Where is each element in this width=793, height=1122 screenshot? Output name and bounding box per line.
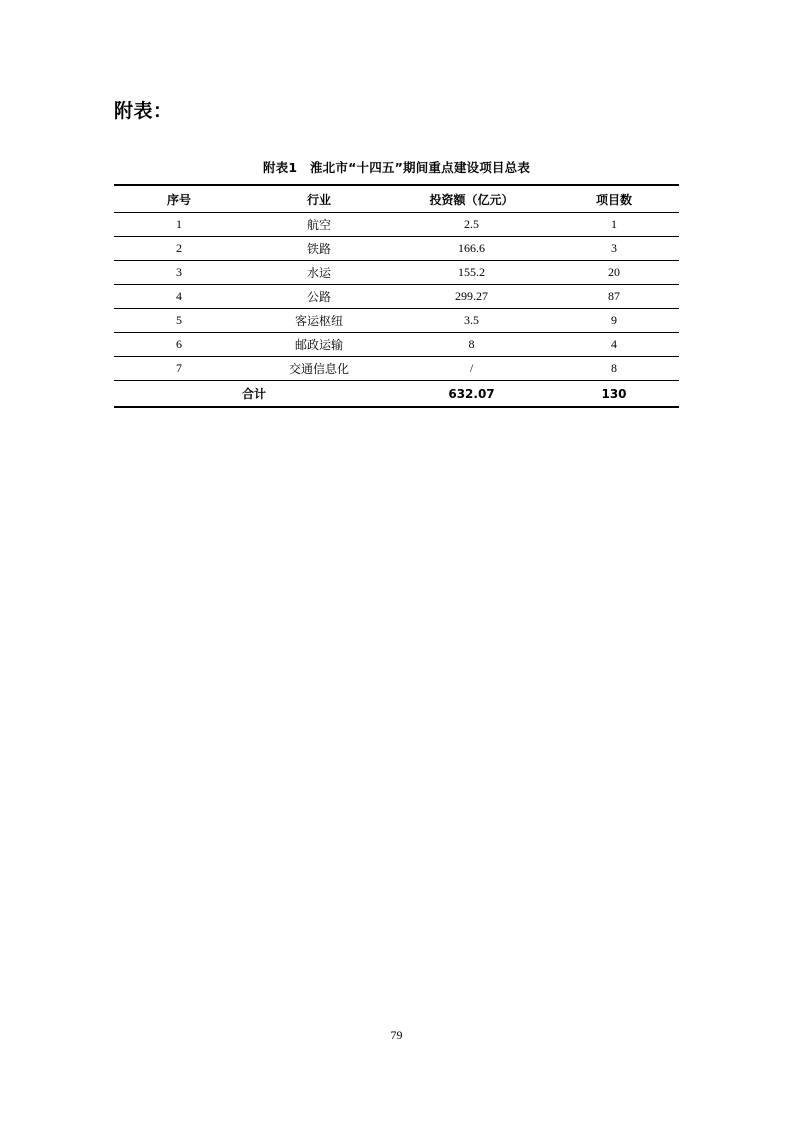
cell-industry: 水运 (244, 261, 394, 285)
cell-total-investment: 632.07 (394, 381, 549, 408)
cell-investment: 155.2 (394, 261, 549, 285)
cell-no: 6 (114, 333, 244, 357)
table-total-row (114, 381, 679, 408)
page-number: 79 (390, 1028, 403, 1042)
table-row (114, 285, 679, 309)
cell-industry: 航空 (244, 213, 394, 237)
cell-industry: 公路 (244, 285, 394, 309)
table-row (114, 237, 679, 261)
cell-total-label: 合计 (114, 381, 394, 408)
table-row (114, 261, 679, 285)
key-projects-table (114, 184, 679, 408)
cell-industry: 客运枢纽 (244, 309, 394, 333)
cell-no: 7 (114, 357, 244, 381)
cell-no: 4 (114, 285, 244, 309)
cell-no: 1 (114, 213, 244, 237)
cell-investment: 8 (394, 333, 549, 357)
cell-investment: / (394, 357, 549, 381)
cell-total-projects: 130 (549, 381, 679, 408)
cell-projects: 9 (549, 309, 679, 333)
cell-projects: 87 (549, 285, 679, 309)
cell-projects: 3 (549, 237, 679, 261)
column-header-investment: 投资额（亿元） (394, 185, 549, 213)
table-header-row (114, 185, 679, 213)
cell-no: 3 (114, 261, 244, 285)
column-header-industry: 行业 (244, 185, 394, 213)
appendix-table-block (114, 158, 679, 408)
table-row (114, 333, 679, 357)
cell-industry: 邮政运输 (244, 333, 394, 357)
column-header-no: 序号 (114, 185, 244, 213)
column-header-projects: 项目数 (549, 185, 679, 213)
cell-investment: 166.6 (394, 237, 549, 261)
cell-investment: 2.5 (394, 213, 549, 237)
cell-industry: 交通信息化 (244, 357, 394, 381)
table-caption: 附表1 淮北市“十四五”期间重点建设项目总表 (262, 160, 531, 175)
cell-projects: 20 (549, 261, 679, 285)
table-row (114, 213, 679, 237)
cell-no: 2 (114, 237, 244, 261)
cell-investment: 299.27 (394, 285, 549, 309)
cell-projects: 8 (549, 357, 679, 381)
cell-no: 5 (114, 309, 244, 333)
section-heading: 附表： (114, 100, 173, 122)
table-row (114, 309, 679, 333)
cell-projects: 4 (549, 333, 679, 357)
cell-industry: 铁路 (244, 237, 394, 261)
cell-investment: 3.5 (394, 309, 549, 333)
cell-projects: 1 (549, 213, 679, 237)
table-row (114, 357, 679, 381)
